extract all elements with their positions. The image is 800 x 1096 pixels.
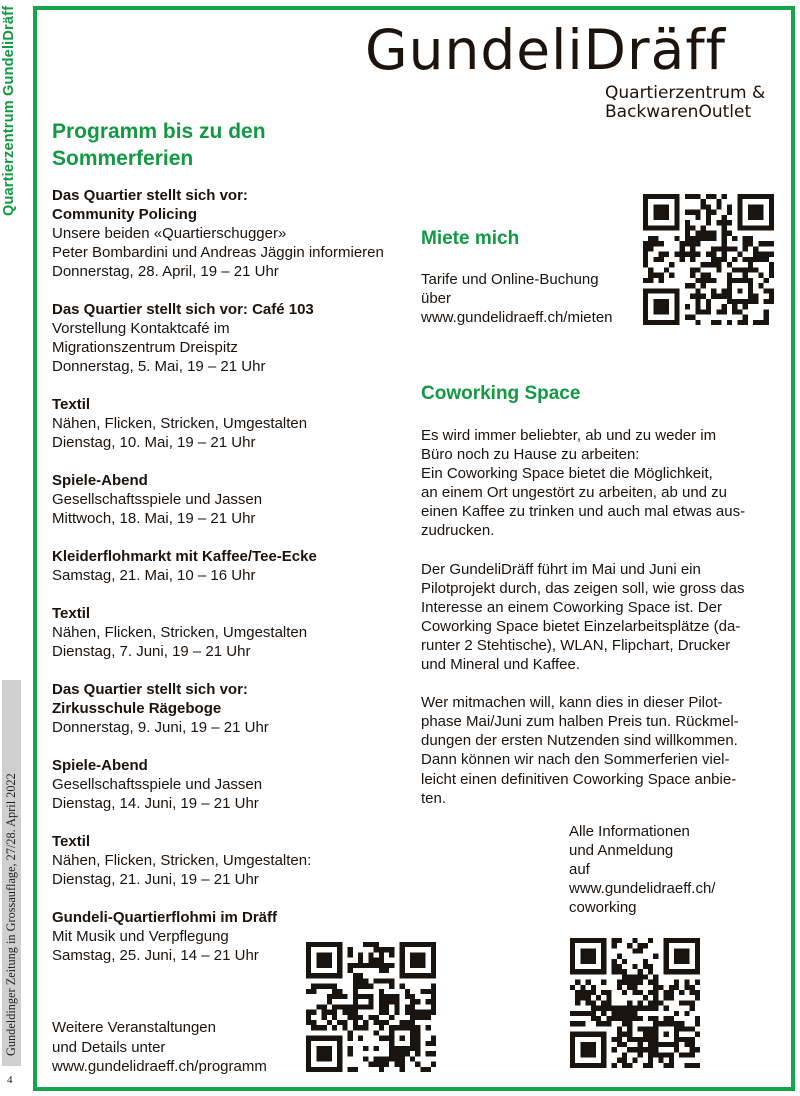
event-item: [52, 680, 412, 737]
coworking-line: Coworking Space bietet Einzelarbeitsplätze (da-: [421, 617, 741, 635]
coworking-line: Büro noch zu Hause zu arbeiten:: [421, 446, 640, 464]
event-detail: Donnerstag, 5. Mai, 19 – 21 Uhr: [52, 358, 266, 375]
event-detail: Gesellschaftsspiele und Jassen: [52, 491, 263, 508]
qr-code-miete[interactable]: [643, 194, 774, 325]
event-item: [52, 395, 412, 452]
publication-line: Gundeldinger Zeitung in Grossauflage, 27/28. April 2022: [4, 773, 18, 1056]
coworking-info: [569, 822, 749, 917]
coworking-line: zudrucken.: [421, 522, 495, 540]
coworking-body: [421, 426, 766, 827]
coworking-paragraph: [421, 693, 766, 808]
event-detail: Migrationszentrum Dreispitz: [52, 339, 238, 356]
event-detail: Dienstag, 14. Juni, 19 – 21 Uhr: [52, 795, 259, 812]
event-detail: Nähen, Flicken, Stricken, Umgestalten: [52, 624, 308, 641]
coworking-paragraph: [421, 426, 766, 541]
event-item: [52, 300, 412, 376]
event-title: Gundeli-Quartierflohmi im Dräff: [52, 909, 278, 926]
miete-line2: über: [421, 290, 452, 307]
qr-code-programm[interactable]: [306, 942, 436, 1072]
qr-code-coworking[interactable]: [570, 938, 700, 1068]
coworking-line: Pilotprojekt durch, das zeigen soll, wie gross das: [421, 579, 745, 597]
coworking-line: Es wird immer beliebter, ab und zu weder im: [421, 427, 717, 444]
event-detail: Donnerstag, 9. Juni, 19 – 21 Uhr: [52, 719, 269, 736]
logo-subtitle-line1: Quartierzentrum &: [605, 83, 766, 103]
event-detail: Mit Musik und Verpflegung: [52, 928, 229, 945]
event-detail: Dienstag, 7. Juni, 19 – 21 Uhr: [52, 643, 251, 660]
event-detail: Unsere beiden «Quartierschugger»: [52, 225, 287, 242]
coworking-line: Interesse an einem Coworking Space ist. Der: [421, 598, 722, 616]
coworking-info-line: Alle Informationen: [569, 823, 690, 840]
coworking-line: und Mineral und Kaffee.: [421, 656, 581, 674]
logo-wordmark: GundeliDräff: [365, 18, 727, 82]
event-list: [52, 186, 412, 984]
program-heading: [52, 118, 372, 172]
more-events-url[interactable]: www.gundelidraeff.ch/programm: [52, 1058, 267, 1075]
logo-subtitle: [605, 84, 765, 122]
coworking-line: phase Mai/Juni zum halben Preis tun. Rückmel-: [421, 713, 739, 731]
event-item: [52, 547, 412, 585]
coworking-info-url[interactable]: coworking: [569, 899, 637, 916]
event-detail: Dienstag, 10. Mai, 19 – 21 Uhr: [52, 434, 256, 451]
program-heading-line1: Programm bis zu den: [52, 120, 266, 143]
more-events-note: [52, 1018, 302, 1077]
event-title: Textil: [52, 833, 91, 850]
coworking-line: Wer mitmachen will, kann dies in dieser Pilot-: [421, 694, 723, 712]
sidebar-title: Quartierzentrum GundeliDräff: [1, 6, 17, 217]
miete-url[interactable]: www.gundelidraeff.ch/mieten: [421, 309, 613, 326]
event-title: Textil: [52, 396, 91, 413]
coworking-line: ten.: [421, 789, 447, 807]
event-item: [52, 832, 412, 889]
event-title: Das Quartier stellt sich vor:: [52, 187, 248, 204]
coworking-line: dungen der ersten Nutzenden sind willkommen.: [421, 732, 738, 750]
event-title: Textil: [52, 605, 91, 622]
more-events-line1: Weitere Veranstaltungen: [52, 1019, 216, 1036]
event-detail: Samstag, 25. Juni, 14 – 21 Uhr: [52, 947, 259, 964]
event-title: Das Quartier stellt sich vor:: [52, 681, 248, 698]
program-heading-line2: Sommerferien: [52, 147, 194, 170]
event-item: [52, 756, 412, 813]
coworking-info-line: auf: [569, 861, 590, 878]
coworking-line: einen Kaffee zu trinken und auch mal etwas aus-: [421, 503, 746, 521]
coworking-line: runter 2 Stehtische), WLAN, Flipchart, Drucker: [421, 636, 731, 654]
event-item: [52, 471, 412, 528]
event-title: Community Policing: [52, 206, 198, 223]
event-detail: Peter Bombardini und Andreas Jäggin informieren: [52, 244, 384, 261]
page-number: 4: [7, 1074, 13, 1086]
coworking-paragraph: [421, 560, 766, 675]
logo: [365, 20, 785, 130]
coworking-line: an einem Ort ungestört zu arbeiten, ab und zu: [421, 484, 728, 502]
event-detail: Gesellschaftsspiele und Jassen: [52, 776, 263, 793]
event-title: Zirkusschule Rägeboge: [52, 700, 222, 717]
coworking-heading: Coworking Space: [421, 383, 581, 404]
event-title: Spiele-Abend: [52, 757, 148, 774]
event-detail: Nähen, Flicken, Stricken, Umgestalten:: [52, 852, 312, 869]
coworking-line: Dann können wir nach den Sommerferien viel-: [421, 751, 730, 769]
miete-line1: Tarife und Online-Buchung: [421, 271, 599, 288]
event-detail: Dienstag, 21. Juni, 19 – 21 Uhr: [52, 871, 259, 888]
event-detail: Donnerstag, 28. April, 19 – 21 Uhr: [52, 263, 279, 280]
coworking-info-url[interactable]: www.gundelidraeff.ch/: [569, 880, 716, 897]
event-item: [52, 604, 412, 661]
coworking-line: Ein Coworking Space bietet die Möglichkeit,: [421, 465, 713, 483]
coworking-line: leicht einen definitiven Coworking Space anbie-: [421, 770, 737, 788]
coworking-line: Der GundeliDräff führt im Mai und Juni ein: [421, 560, 701, 578]
event-detail: Samstag, 21. Mai, 10 – 16 Uhr: [52, 567, 256, 584]
event-item: [52, 186, 412, 281]
miete-text: [421, 270, 641, 327]
event-title: Kleiderflohmarkt mit Kaffee/Tee-Ecke: [52, 548, 317, 565]
event-detail: Vorstellung Kontaktcafé im: [52, 320, 230, 337]
event-title: Spiele-Abend: [52, 472, 148, 489]
event-detail: Mittwoch, 18. Mai, 19 – 21 Uhr: [52, 510, 256, 527]
miete-heading: Miete mich: [421, 228, 520, 249]
coworking-info-line: und Anmeldung: [569, 842, 674, 859]
event-detail: Nähen, Flicken, Stricken, Umgestalten: [52, 415, 308, 432]
more-events-line2: und Details unter: [52, 1038, 166, 1056]
event-title: Das Quartier stellt sich vor: Café 103: [52, 301, 314, 318]
logo-subtitle-line2: BackwarenOutlet: [605, 102, 752, 122]
